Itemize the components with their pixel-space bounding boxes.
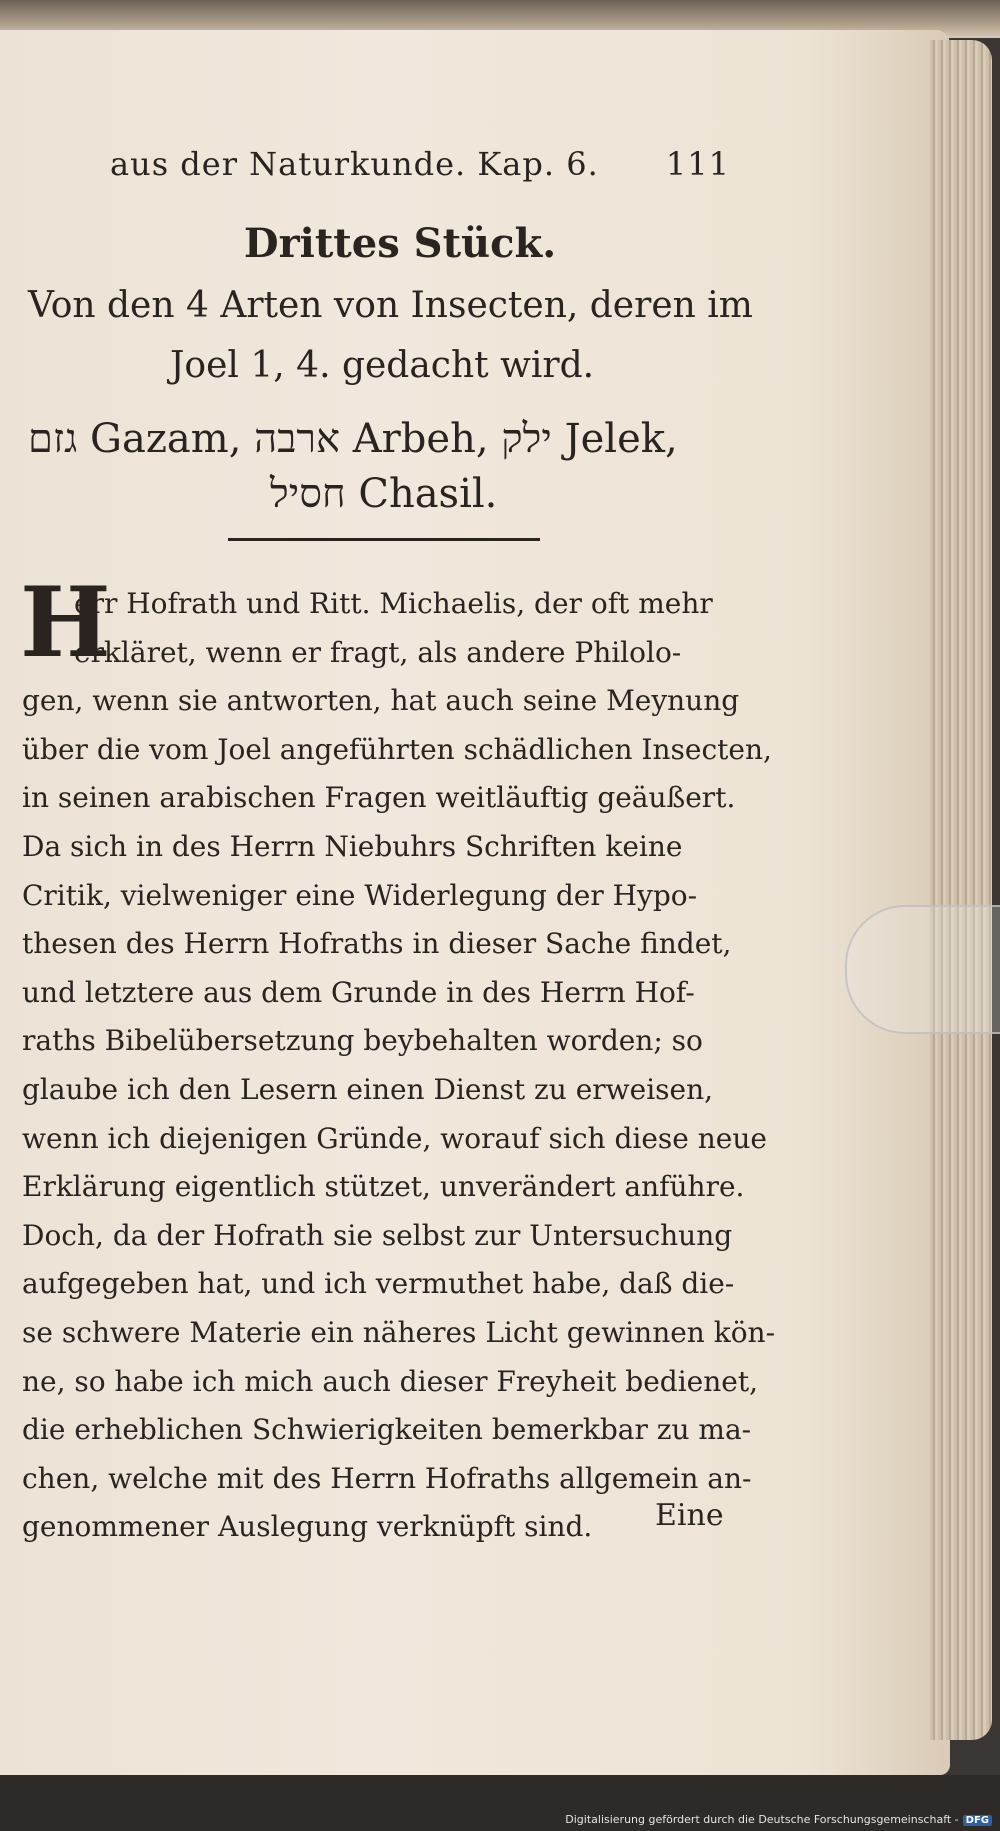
body-line: über die vom Joel angeführten schädlichen Insecten, <box>22 732 772 766</box>
section-rule <box>228 538 540 541</box>
heading-line-4: חסיל Chasil. <box>270 471 498 517</box>
body-line: erkläret, wenn er fragt, als andere Philolo- <box>74 635 682 669</box>
body-line: Doch, da der Hofrath sie selbst zur Untersuchung <box>22 1218 733 1252</box>
body-line: ne, so habe ich mich auch dieser Freyheit bedienet, <box>22 1364 758 1398</box>
heading-line-1: Von den 4 Arten von Insecten, deren im <box>28 285 753 326</box>
running-head-title: aus der Naturkunde. Kap. 6. <box>110 145 599 183</box>
digitization-credit <box>565 1813 992 1826</box>
heading-line-3: גזם Gazam, ארבה Arbeh, ילק Jelek, <box>28 416 678 462</box>
body-line: die erheblichen Schwierigkeiten bemerkbar zu ma- <box>22 1413 752 1447</box>
dropcap: H <box>20 566 111 679</box>
body-line: glaube ich den Lesern einen Dienst zu erweisen, <box>22 1072 714 1106</box>
body-line: chen, welche mit des Herrn Hofraths allgemein an- <box>22 1461 752 1495</box>
body-line: raths Bibelübersetzung beybehalten worden; so <box>22 1024 703 1058</box>
body-line: thesen des Herrn Hofraths in dieser Sache findet, <box>22 927 732 961</box>
body-line: se schwere Materie ein näheres Licht gewinnen kön- <box>22 1315 776 1349</box>
body-line: genommener Auslegung verknüpft sind. <box>22 1510 593 1544</box>
body-line: gen, wenn sie antworten, hat auch seine Meynung <box>22 684 740 718</box>
body-line: err Hofrath und Ritt. Michaelis, der oft mehr <box>74 587 713 620</box>
dfg-logo: DFG <box>963 1815 992 1826</box>
body-line: wenn ich diejenigen Gründe, worauf sich diese neue <box>22 1121 767 1155</box>
body-line: aufgegeben hat, und ich vermuthet habe, daß die- <box>22 1267 735 1301</box>
body-line: und letztere aus dem Grunde in des Herrn Hof- <box>22 975 695 1009</box>
body-line: Erklärung eigentlich stützet, unverändert anführe. <box>22 1170 745 1204</box>
body-text <box>22 580 776 1552</box>
running-head <box>110 145 730 183</box>
section-title: Drittes Stück. <box>243 220 557 267</box>
heading-line-2: Joel 1, 4. gedacht wird. <box>170 345 595 386</box>
catchword: Eine <box>655 1498 724 1533</box>
credit-text: Digitalisierung gefördert durch die Deutsche Forschungsgemeinschaft - <box>565 1813 959 1826</box>
body-line: Critik, vielweniger eine Widerlegung der Hypo- <box>22 878 698 912</box>
page-number: 111 <box>665 145 730 183</box>
body-line: in seinen arabischen Fragen weitläuftig geäußert. <box>22 781 736 815</box>
body-line: Da sich in des Herrn Niebuhrs Schriften keine <box>22 829 683 863</box>
